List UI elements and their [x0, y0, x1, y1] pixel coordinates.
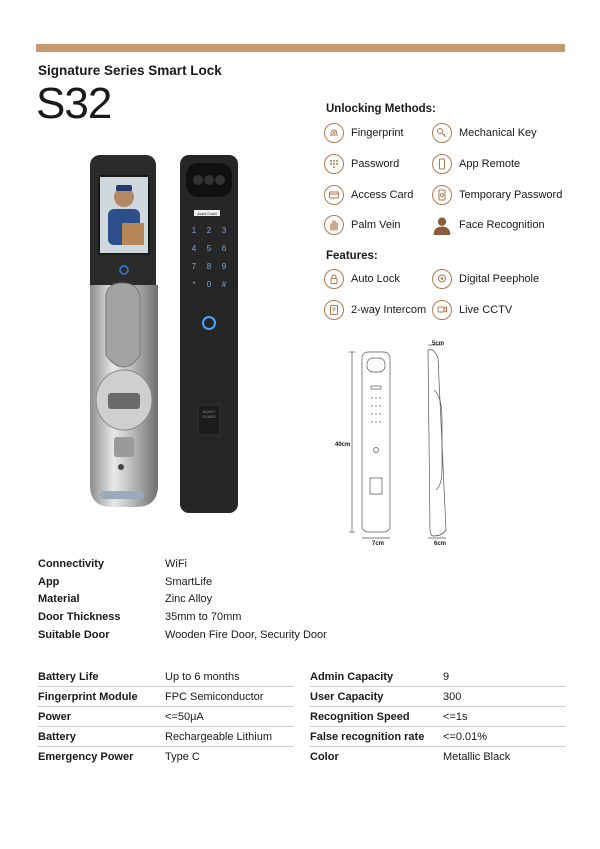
- card-icon: [324, 185, 344, 205]
- table-key: Power: [38, 710, 72, 723]
- svg-text:GUARD: GUARD: [201, 414, 217, 419]
- spec-row: [38, 555, 327, 573]
- table-value: <=0.01%: [443, 730, 488, 743]
- spec-key: Door Thickness: [38, 610, 121, 623]
- table-key: Battery: [38, 730, 76, 743]
- lock-back-image: [178, 155, 240, 515]
- table-value: <=1s: [443, 710, 468, 723]
- table-row: [310, 667, 566, 687]
- spec-row: [38, 608, 327, 626]
- method-label: Mechanical Key: [459, 127, 537, 139]
- svg-text:Avant Guard: Avant Guard: [197, 212, 217, 216]
- spec-value: Zinc Alloy: [165, 593, 213, 606]
- table-value: FPC Semiconductor: [165, 690, 264, 703]
- palm-icon: [324, 215, 344, 235]
- method-temporary-password: [432, 185, 562, 205]
- feature-label: 2-way Intercom: [351, 304, 427, 316]
- table-row: [310, 687, 566, 707]
- specs-list: [38, 555, 327, 643]
- svg-text:7: 7: [191, 262, 197, 271]
- table-row: [38, 747, 294, 767]
- table-value: Up to 6 months: [165, 670, 240, 683]
- feature-label: Live CCTV: [459, 304, 513, 316]
- temp-password-icon: [432, 185, 452, 205]
- spec-row: [38, 590, 327, 608]
- feature-label: Auto Lock: [351, 273, 400, 285]
- dimension-height-label: 40cm: [335, 442, 351, 448]
- table-key: Fingerprint Module: [38, 690, 138, 703]
- table-row: [310, 747, 566, 767]
- svg-text:2: 2: [206, 226, 212, 235]
- table-value: <=50μA: [165, 710, 204, 723]
- model-name: S32: [36, 79, 112, 128]
- spec-key: App: [38, 575, 60, 588]
- key-icon: [432, 123, 452, 143]
- method-label: Fingerprint: [351, 127, 404, 139]
- spec-row: [38, 626, 327, 644]
- table-row: [310, 727, 566, 747]
- svg-text:5: 5: [206, 244, 212, 253]
- camera-icon: [432, 269, 452, 289]
- face-icon: [432, 215, 452, 235]
- feature-2-way-intercom: [324, 300, 426, 320]
- method-label: Temporary Password: [459, 189, 563, 201]
- method-access-card: [324, 185, 413, 205]
- svg-text:8: 8: [206, 262, 212, 271]
- dimension-side-width-label: 6cm: [434, 541, 447, 547]
- phone-icon: [432, 154, 452, 174]
- method-palm-vein: [324, 215, 401, 235]
- table-row: [38, 707, 294, 727]
- method-label: Face Recognition: [459, 219, 545, 231]
- spec-key: Material: [38, 593, 80, 606]
- cctv-icon: [432, 300, 452, 320]
- fingerprint-icon: [324, 123, 344, 143]
- method-label: Password: [351, 158, 400, 170]
- svg-text:9: 9: [221, 262, 227, 271]
- method-label: Access Card: [351, 189, 414, 201]
- table-key: Admin Capacity: [310, 670, 394, 683]
- spec-key: Connectivity: [38, 557, 105, 570]
- features-title: Features:: [326, 250, 378, 262]
- lock-front-image: [88, 155, 160, 515]
- method-face-recognition: [432, 215, 545, 235]
- unlocking-methods-title: Unlocking Methods:: [326, 103, 436, 115]
- method-password: [324, 154, 399, 174]
- svg-text:*: *: [192, 280, 196, 289]
- method-app-remote: [432, 154, 520, 174]
- feature-label: Digital Peephole: [459, 273, 540, 285]
- series-title: Signature Series Smart Lock: [38, 63, 222, 78]
- table-key: Recognition Speed: [310, 710, 410, 723]
- method-label: Palm Vein: [351, 219, 401, 231]
- spec-value: 35mm to 70mm: [165, 610, 242, 623]
- spec-table-right: [310, 667, 566, 767]
- spec-row: [38, 573, 327, 591]
- table-value: Metallic Black: [443, 751, 511, 763]
- accent-bar: [36, 44, 565, 52]
- svg-text:4: 4: [191, 244, 197, 253]
- method-fingerprint: [324, 123, 404, 143]
- feature-live-cctv: [432, 300, 512, 320]
- table-value: 9: [443, 670, 450, 683]
- table-key: False recognition rate: [310, 730, 425, 743]
- dimension-drawing: [330, 340, 470, 550]
- table-value: 300: [443, 690, 462, 703]
- svg-text:0: 0: [206, 280, 212, 289]
- keypad-icon: [324, 154, 344, 174]
- dimension-top-label: 5cm: [432, 341, 445, 347]
- intercom-icon: [324, 300, 344, 320]
- table-key: Color: [310, 751, 339, 763]
- table-row: [310, 707, 566, 727]
- feature-digital-peephole: [432, 269, 539, 289]
- dimension-front-width-label: 7cm: [372, 541, 385, 547]
- table-key: Battery Life: [38, 670, 99, 683]
- method-label: App Remote: [459, 158, 521, 170]
- table-key: User Capacity: [310, 690, 384, 703]
- table-value: Type C: [165, 751, 200, 763]
- svg-text:1: 1: [191, 226, 197, 235]
- spec-table-left: [38, 667, 294, 767]
- table-key: Emergency Power: [38, 751, 134, 763]
- feature-auto-lock: [324, 269, 400, 289]
- svg-text:6: 6: [221, 244, 227, 253]
- spec-value: WiFi: [165, 557, 187, 570]
- table-row: [38, 667, 294, 687]
- svg-text:AVANT: AVANT: [202, 409, 216, 414]
- spec-key: Suitable Door: [38, 628, 110, 641]
- svg-text:#: #: [221, 280, 227, 289]
- table-row: [38, 687, 294, 707]
- lock-icon: [324, 269, 344, 289]
- spec-value: SmartLife: [165, 575, 213, 588]
- table-row: [38, 727, 294, 747]
- spec-value: Wooden Fire Door, Security Door: [165, 628, 327, 641]
- svg-text:3: 3: [221, 226, 227, 235]
- method-mechanical-key: [432, 123, 537, 143]
- table-value: Rechargeable Lithium: [165, 730, 273, 743]
